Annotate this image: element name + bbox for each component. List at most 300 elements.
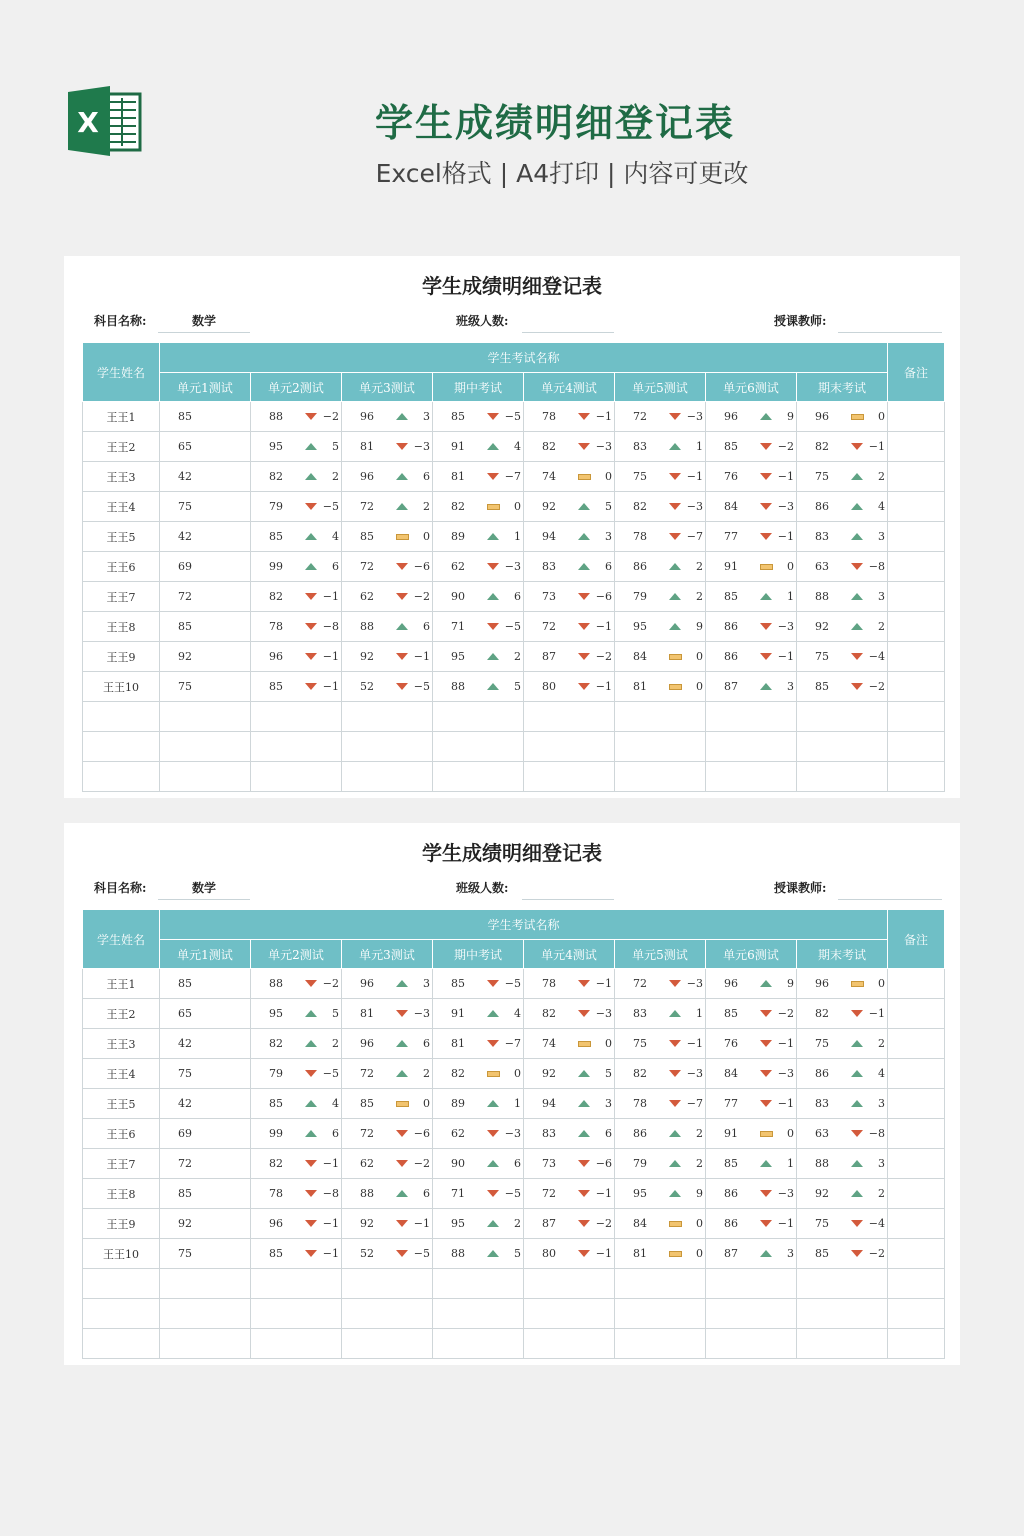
score-cell[interactable] <box>797 582 888 612</box>
student-name-cell[interactable]: 王王4 <box>83 492 160 522</box>
score-cell[interactable]: 65 <box>160 432 251 462</box>
score-cell[interactable] <box>706 1209 797 1239</box>
score-cell[interactable] <box>615 612 706 642</box>
score-cell[interactable] <box>342 969 433 999</box>
empty-cell[interactable] <box>797 732 888 762</box>
score-cell[interactable] <box>615 969 706 999</box>
score-cell[interactable]: 69 <box>160 552 251 582</box>
score-cell[interactable]: 65 <box>160 999 251 1029</box>
score-cell[interactable] <box>706 1179 797 1209</box>
score-cell[interactable] <box>524 1119 615 1149</box>
student-name-cell[interactable]: 王王3 <box>83 462 160 492</box>
empty-cell[interactable] <box>83 732 160 762</box>
score-cell[interactable] <box>251 672 342 702</box>
score-change: −2 <box>868 1247 885 1260</box>
remark-cell[interactable] <box>888 1209 945 1239</box>
trend-up-icon <box>851 623 863 630</box>
student-name-cell[interactable]: 王王9 <box>83 1209 160 1239</box>
score-change: −3 <box>686 977 703 990</box>
score-cell[interactable] <box>342 672 433 702</box>
remark-cell[interactable] <box>888 1059 945 1089</box>
empty-cell[interactable] <box>888 1269 945 1299</box>
score-cell[interactable] <box>797 1119 888 1149</box>
empty-cell[interactable] <box>615 702 706 732</box>
student-name-cell[interactable]: 王王6 <box>83 552 160 582</box>
score-cell[interactable]: 85 <box>160 612 251 642</box>
score-cell[interactable]: 75 <box>160 492 251 522</box>
score-cell[interactable] <box>524 522 615 552</box>
score-cell[interactable] <box>433 1149 524 1179</box>
score-cell[interactable]: 85 <box>160 402 251 432</box>
empty-cell[interactable] <box>342 762 433 792</box>
empty-cell[interactable] <box>160 1329 251 1359</box>
empty-cell[interactable] <box>251 702 342 732</box>
score-cell[interactable] <box>251 552 342 582</box>
score-cell[interactable] <box>615 492 706 522</box>
score-cell[interactable] <box>797 1059 888 1089</box>
score-cell[interactable] <box>524 552 615 582</box>
student-name-cell[interactable]: 王王10 <box>83 672 160 702</box>
score-cell[interactable]: 75 <box>160 1059 251 1089</box>
empty-cell[interactable] <box>83 1329 160 1359</box>
empty-cell[interactable] <box>342 702 433 732</box>
empty-cell[interactable] <box>251 1269 342 1299</box>
score-cell[interactable] <box>433 1089 524 1119</box>
score-cell[interactable] <box>706 642 797 672</box>
score-cell[interactable] <box>797 462 888 492</box>
empty-cell[interactable] <box>433 732 524 762</box>
student-name-cell[interactable]: 王王10 <box>83 1239 160 1269</box>
score-cell[interactable] <box>433 1119 524 1149</box>
remark-cell[interactable] <box>888 402 945 432</box>
score-cell[interactable] <box>797 969 888 999</box>
score-cell[interactable] <box>524 642 615 672</box>
score-cell[interactable] <box>433 999 524 1029</box>
score-value: 96 <box>724 977 738 990</box>
table-row <box>83 582 945 612</box>
page-subtitle: Excel格式 | A4打印 | 内容可更改 <box>375 159 749 188</box>
score-cell[interactable] <box>797 1239 888 1269</box>
remark-cell[interactable] <box>888 1239 945 1269</box>
empty-cell[interactable] <box>83 1299 160 1329</box>
empty-cell[interactable] <box>797 762 888 792</box>
subject-field[interactable]: 数学 <box>158 312 250 333</box>
score-cell[interactable] <box>342 1029 433 1059</box>
score-cell[interactable] <box>615 432 706 462</box>
score-cell[interactable] <box>251 642 342 672</box>
score-cell[interactable] <box>797 1089 888 1119</box>
score-cell[interactable] <box>251 1029 342 1059</box>
score-cell[interactable] <box>706 672 797 702</box>
score-cell[interactable] <box>342 582 433 612</box>
student-name-cell[interactable]: 王王8 <box>83 1179 160 1209</box>
class-size-field[interactable] <box>522 879 614 900</box>
score-cell[interactable] <box>615 1179 706 1209</box>
score-cell[interactable] <box>706 402 797 432</box>
student-name-cell[interactable]: 王王5 <box>83 522 160 552</box>
score-cell[interactable] <box>615 462 706 492</box>
score-cell[interactable] <box>524 402 615 432</box>
score-value: 99 <box>269 1127 283 1140</box>
score-cell[interactable] <box>706 999 797 1029</box>
empty-cell[interactable] <box>888 1299 945 1329</box>
score-cell[interactable] <box>524 1089 615 1119</box>
remark-cell[interactable] <box>888 642 945 672</box>
score-change: −1 <box>777 1217 794 1230</box>
score-cell[interactable] <box>797 612 888 642</box>
remark-cell[interactable] <box>888 552 945 582</box>
score-cell[interactable] <box>342 522 433 552</box>
score-cell[interactable] <box>251 1209 342 1239</box>
trend-down-icon <box>669 413 681 420</box>
trend-up-icon <box>396 1070 408 1077</box>
score-cell[interactable] <box>706 1059 797 1089</box>
score-cell[interactable] <box>797 642 888 672</box>
score-cell[interactable] <box>797 999 888 1029</box>
score-cell[interactable] <box>615 522 706 552</box>
trend-up-icon <box>578 563 590 570</box>
empty-cell[interactable] <box>83 1269 160 1299</box>
score-cell[interactable]: 72 <box>160 1149 251 1179</box>
score-cell[interactable] <box>342 492 433 522</box>
trend-flat-icon <box>396 533 409 540</box>
score-cell[interactable] <box>433 552 524 582</box>
score-cell[interactable] <box>524 1149 615 1179</box>
score-cell[interactable]: 42 <box>160 462 251 492</box>
empty-cell[interactable] <box>524 732 615 762</box>
empty-cell[interactable] <box>433 1269 524 1299</box>
empty-cell[interactable] <box>524 762 615 792</box>
score-cell[interactable] <box>433 1179 524 1209</box>
score-cell[interactable] <box>524 1209 615 1239</box>
empty-cell[interactable] <box>706 1269 797 1299</box>
score-cell[interactable]: 75 <box>160 1239 251 1269</box>
student-name-cell[interactable]: 王王2 <box>83 999 160 1029</box>
empty-cell[interactable] <box>160 1299 251 1329</box>
score-cell[interactable] <box>342 1119 433 1149</box>
score-cell[interactable] <box>524 432 615 462</box>
score-cell[interactable] <box>615 1089 706 1119</box>
empty-cell[interactable] <box>615 732 706 762</box>
score-cell[interactable] <box>342 432 433 462</box>
remark-cell[interactable] <box>888 1149 945 1179</box>
empty-cell[interactable] <box>615 1299 706 1329</box>
empty-cell[interactable] <box>888 732 945 762</box>
score-value: 96 <box>269 650 283 663</box>
score-cell[interactable] <box>706 1089 797 1119</box>
score-cell[interactable] <box>797 1029 888 1059</box>
trend-up-icon <box>669 593 681 600</box>
score-cell[interactable] <box>342 1089 433 1119</box>
score-cell[interactable] <box>342 999 433 1029</box>
empty-cell[interactable] <box>83 762 160 792</box>
score-cell[interactable] <box>524 1179 615 1209</box>
page-title: 学生成绩明细登记表 <box>374 101 735 145</box>
score-cell[interactable] <box>706 612 797 642</box>
empty-cell[interactable] <box>706 702 797 732</box>
score-cell[interactable] <box>251 969 342 999</box>
score-change: 0 <box>878 977 885 990</box>
score-cell[interactable] <box>251 402 342 432</box>
score-cell[interactable] <box>615 672 706 702</box>
score-cell[interactable] <box>433 969 524 999</box>
student-name-cell[interactable]: 王王5 <box>83 1089 160 1119</box>
score-cell[interactable] <box>615 582 706 612</box>
score-cell[interactable] <box>797 672 888 702</box>
empty-cell[interactable] <box>524 1329 615 1359</box>
empty-cell[interactable] <box>524 702 615 732</box>
remark-cell[interactable] <box>888 462 945 492</box>
remark-cell[interactable] <box>888 1089 945 1119</box>
score-cell[interactable] <box>342 642 433 672</box>
remark-cell[interactable] <box>888 1179 945 1209</box>
empty-cell[interactable] <box>888 702 945 732</box>
score-cell[interactable] <box>797 1179 888 1209</box>
score-cell[interactable]: 85 <box>160 969 251 999</box>
score-cell[interactable] <box>706 1029 797 1059</box>
score-cell[interactable] <box>706 1149 797 1179</box>
student-name-cell[interactable]: 王王1 <box>83 969 160 999</box>
empty-cell[interactable] <box>342 1269 433 1299</box>
score-cell[interactable] <box>706 462 797 492</box>
empty-cell[interactable] <box>615 1329 706 1359</box>
remark-cell[interactable] <box>888 522 945 552</box>
empty-cell[interactable] <box>83 702 160 732</box>
score-value: 82 <box>451 1067 465 1080</box>
empty-cell[interactable] <box>706 1299 797 1329</box>
score-cell[interactable] <box>433 462 524 492</box>
score-cell[interactable] <box>524 582 615 612</box>
score-cell[interactable]: 75 <box>160 672 251 702</box>
score-value: 87 <box>724 1247 738 1260</box>
empty-cell[interactable] <box>251 1329 342 1359</box>
score-cell[interactable] <box>524 1029 615 1059</box>
score-cell[interactable] <box>251 522 342 552</box>
score-cell[interactable] <box>615 999 706 1029</box>
empty-cell[interactable] <box>251 732 342 762</box>
score-cell[interactable] <box>797 552 888 582</box>
remark-cell[interactable] <box>888 1119 945 1149</box>
score-change: 1 <box>514 530 521 543</box>
trend-flat-icon <box>669 1220 682 1227</box>
score-cell[interactable] <box>706 1239 797 1269</box>
score-cell[interactable] <box>615 1209 706 1239</box>
score-cell[interactable] <box>433 582 524 612</box>
score-cell[interactable] <box>524 999 615 1029</box>
score-cell[interactable] <box>251 1179 342 1209</box>
remark-cell[interactable] <box>888 672 945 702</box>
empty-cell[interactable] <box>706 1329 797 1359</box>
score-cell[interactable] <box>251 1149 342 1179</box>
score-cell[interactable] <box>251 1239 342 1269</box>
score-cell[interactable] <box>706 969 797 999</box>
score-cell[interactable] <box>251 612 342 642</box>
score-cell[interactable] <box>706 522 797 552</box>
empty-cell[interactable] <box>797 1269 888 1299</box>
score-cell[interactable] <box>433 1029 524 1059</box>
score-cell[interactable] <box>342 612 433 642</box>
student-name-cell[interactable]: 王王7 <box>83 582 160 612</box>
score-cell[interactable] <box>251 999 342 1029</box>
sheet-meta <box>64 879 960 903</box>
remark-cell[interactable] <box>888 969 945 999</box>
remark-cell[interactable] <box>888 432 945 462</box>
score-cell[interactable] <box>251 1089 342 1119</box>
teacher-field[interactable] <box>838 312 942 333</box>
empty-cell[interactable] <box>251 1299 342 1329</box>
trend-down-icon <box>578 1220 590 1227</box>
student-name-cell[interactable]: 王王3 <box>83 1029 160 1059</box>
empty-cell[interactable] <box>160 1269 251 1299</box>
score-cell[interactable] <box>797 492 888 522</box>
empty-cell[interactable] <box>251 762 342 792</box>
score-value: 96 <box>360 1037 374 1050</box>
score-cell[interactable] <box>615 1029 706 1059</box>
score-cell[interactable] <box>433 1059 524 1089</box>
score-cell[interactable] <box>342 1239 433 1269</box>
score-cell[interactable]: 92 <box>160 1209 251 1239</box>
empty-cell[interactable] <box>160 762 251 792</box>
score-cell[interactable] <box>342 1179 433 1209</box>
student-name-cell[interactable]: 王王4 <box>83 1059 160 1089</box>
score-cell[interactable] <box>524 462 615 492</box>
score-cell[interactable] <box>797 402 888 432</box>
score-cell[interactable]: 42 <box>160 522 251 552</box>
score-value: 90 <box>451 590 465 603</box>
remark-cell[interactable] <box>888 1029 945 1059</box>
score-cell[interactable]: 72 <box>160 582 251 612</box>
empty-cell[interactable] <box>342 1299 433 1329</box>
empty-cell[interactable] <box>433 702 524 732</box>
score-change: 2 <box>878 1037 885 1050</box>
score-cell[interactable] <box>433 1209 524 1239</box>
student-name-cell[interactable]: 王王6 <box>83 1119 160 1149</box>
student-name-cell[interactable]: 王王7 <box>83 1149 160 1179</box>
trend-down-icon <box>305 413 317 420</box>
trend-up-icon <box>851 1070 863 1077</box>
score-cell[interactable]: 42 <box>160 1029 251 1059</box>
score-cell[interactable] <box>433 612 524 642</box>
empty-cell[interactable] <box>615 762 706 792</box>
empty-cell[interactable] <box>433 1329 524 1359</box>
score-cell[interactable] <box>706 552 797 582</box>
empty-cell[interactable] <box>160 702 251 732</box>
empty-cell[interactable] <box>797 702 888 732</box>
score-cell[interactable]: 85 <box>160 1179 251 1209</box>
student-name-cell[interactable]: 王王9 <box>83 642 160 672</box>
score-change: −1 <box>777 530 794 543</box>
score-cell[interactable] <box>615 642 706 672</box>
student-name-cell[interactable]: 王王1 <box>83 402 160 432</box>
score-cell[interactable] <box>433 492 524 522</box>
empty-cell[interactable] <box>342 732 433 762</box>
score-cell[interactable] <box>615 1059 706 1089</box>
score-cell[interactable] <box>433 522 524 552</box>
score-cell[interactable] <box>342 1149 433 1179</box>
score-cell[interactable] <box>251 462 342 492</box>
score-cell[interactable] <box>706 1119 797 1149</box>
empty-cell[interactable] <box>524 1269 615 1299</box>
score-cell[interactable] <box>251 1119 342 1149</box>
score-cell[interactable] <box>524 612 615 642</box>
score-cell[interactable] <box>706 432 797 462</box>
empty-cell[interactable] <box>888 762 945 792</box>
empty-cell[interactable] <box>706 762 797 792</box>
score-cell[interactable]: 69 <box>160 1119 251 1149</box>
score-cell[interactable] <box>524 1239 615 1269</box>
score-cell[interactable] <box>251 492 342 522</box>
remark-cell[interactable] <box>888 492 945 522</box>
score-cell[interactable] <box>251 1059 342 1089</box>
score-cell[interactable] <box>342 402 433 432</box>
remark-cell[interactable] <box>888 612 945 642</box>
score-cell[interactable] <box>251 432 342 462</box>
score-cell[interactable] <box>433 672 524 702</box>
empty-cell[interactable] <box>888 1329 945 1359</box>
score-cell[interactable] <box>433 1239 524 1269</box>
score-cell[interactable] <box>524 492 615 522</box>
score-cell[interactable] <box>433 642 524 672</box>
score-cell[interactable] <box>797 1209 888 1239</box>
score-cell[interactable] <box>251 582 342 612</box>
class-size-field[interactable] <box>522 312 614 333</box>
score-cell[interactable] <box>615 1239 706 1269</box>
score-cell[interactable] <box>524 1059 615 1089</box>
empty-cell[interactable] <box>797 1299 888 1329</box>
sheet-meta <box>64 312 960 336</box>
score-cell[interactable] <box>615 1149 706 1179</box>
score-cell[interactable] <box>342 1059 433 1089</box>
score-cell[interactable]: 42 <box>160 1089 251 1119</box>
score-cell[interactable] <box>797 522 888 552</box>
empty-cell[interactable] <box>797 1329 888 1359</box>
score-cell[interactable] <box>342 1209 433 1239</box>
score-cell[interactable] <box>797 432 888 462</box>
student-name-cell[interactable]: 王王2 <box>83 432 160 462</box>
teacher-field[interactable] <box>838 879 942 900</box>
score-cell[interactable] <box>433 432 524 462</box>
score-cell[interactable] <box>342 462 433 492</box>
score-cell[interactable] <box>797 1149 888 1179</box>
remark-cell[interactable] <box>888 999 945 1029</box>
trend-down-icon <box>305 1190 317 1197</box>
empty-cell[interactable] <box>433 1299 524 1329</box>
score-cell[interactable] <box>524 969 615 999</box>
empty-cell[interactable] <box>706 732 797 762</box>
trend-up-icon <box>578 1130 590 1137</box>
empty-cell[interactable] <box>342 1329 433 1359</box>
score-change: 4 <box>332 1097 339 1110</box>
empty-cell[interactable] <box>524 1299 615 1329</box>
empty-cell[interactable] <box>160 732 251 762</box>
score-cell[interactable] <box>706 582 797 612</box>
empty-cell[interactable] <box>433 762 524 792</box>
score-cell[interactable] <box>615 1119 706 1149</box>
score-change: 2 <box>696 1127 703 1140</box>
score-cell[interactable]: 92 <box>160 642 251 672</box>
score-cell[interactable] <box>706 492 797 522</box>
score-cell[interactable] <box>524 672 615 702</box>
remark-cell[interactable] <box>888 582 945 612</box>
score-cell[interactable] <box>615 402 706 432</box>
subject-field[interactable]: 数学 <box>158 879 250 900</box>
empty-cell[interactable] <box>615 1269 706 1299</box>
score-change: −1 <box>322 1157 339 1170</box>
score-cell[interactable] <box>342 552 433 582</box>
score-cell[interactable] <box>433 402 524 432</box>
score-cell[interactable] <box>615 552 706 582</box>
student-name-cell[interactable]: 王王8 <box>83 612 160 642</box>
